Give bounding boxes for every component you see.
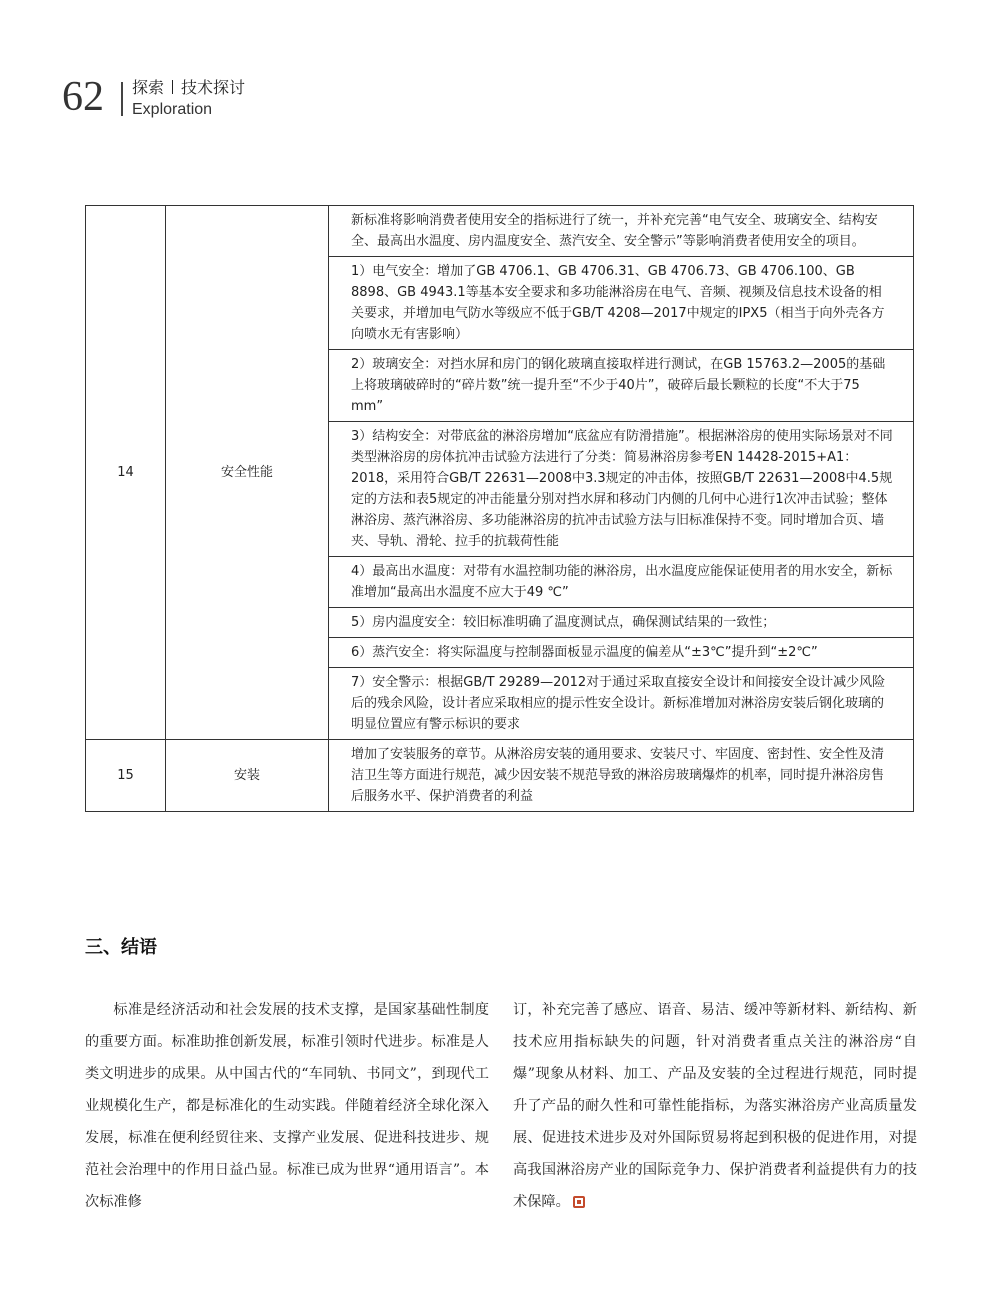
section-separator — [172, 80, 173, 94]
table-row — [86, 206, 914, 257]
row-item-cell: 安装 — [166, 740, 329, 812]
detail-cell: 增加了安装服务的章节。从淋浴房安装的通用要求、安装尺寸、牢固度、密封性、安全性及清洁卫生等方面进行规范，减少因安装不规范导致的淋浴房玻璃爆炸的机率，同时提升淋浴房售后服务水平、保护消费者的利益 — [329, 740, 914, 812]
page-number: 62 — [62, 74, 104, 120]
section-label-en: Exploration — [132, 101, 213, 118]
header-divider — [121, 82, 123, 116]
detail-cell: 6）蒸汽安全：将实际温度与控制器面板显示温度的偏差从“±3℃”提升到“±2℃” — [329, 638, 914, 668]
detail-cell: 7）安全警示：根据GB/T 29289—2012对于通过采取直接安全设计和间接安全设计减少风险后的残余风险，设计者应采取相应的提示性安全设计。新标准增加对淋浴房安装后钢化玻璃的明显位置应有警示标识的要求 — [329, 668, 914, 740]
section-heading: 三、结语 — [85, 937, 157, 958]
body-text-right-content: 订，补充完善了感应、语音、易洁、缓冲等新材料、新结构、新技术应用指标缺失的问题，针对消费者重点关注的淋浴房“自爆”现象从材料、加工、产品及安装的全过程进行规范，同时提升了产品的耐久性和可靠性能指标，为落实淋浴房产业高质量发展、促进技术进步及对外国际贸易将起到积极的促进作用，对提高我国淋浴房产业的国际竞争力、保护消费者利益提供有力的技术保障。 — [513, 1002, 917, 1210]
standards-comparison-table — [85, 205, 914, 812]
body-text-left-column: 标准是经济活动和社会发展的技术支撑，是国家基础性制度的重要方面。标准助推创新发展，标准引领时代进步。标准是人类文明进步的成果。从中国古代的“车同轨、书同文”，到现代工业规模化生产，都是标准化的生动实践。伴随着经济全球化深入发展，标准在便利经贸往来、支撑产业发展、促进科技进步、规范社会治理中的作用日益凸显。标准已成为世界“通用语言”。本次标准修 — [85, 1002, 489, 1210]
end-of-article-icon — [573, 1196, 585, 1208]
detail-cell: 3）结构安全：对带底盆的淋浴房增加“底盆应有防滑措施”。根据淋浴房的使用实际场景对不同类型淋浴房的房体抗冲击试验方法进行了分类：简易淋浴房参考EN 14428-2015+A1：2018，采用符合GB/T 22631—2008中3.3规定的冲击体，按照GB/T 22631—2008中4.5规定的方法和表5规定的冲击能量分别对挡水屏和移动门内侧的几何中心进行1次冲击试验；整体淋浴房、蒸汽淋浴房、多功能淋浴房的抗冲击试验方法与旧标准保持不变。同时增加合页、墙夹、导轨、滑轮、拉手的抗载荷性能 — [329, 422, 914, 557]
row-number-cell: 14 — [86, 206, 166, 740]
detail-cell: 2）玻璃安全：对挡水屏和房门的钢化玻璃直接取样进行测试，在GB 15763.2—2005的基础上将玻璃破碎时的“碎片数”统一提升至“不少于40片”，破碎后最长颗粒的长度“不大于75 mm” — [329, 350, 914, 422]
section-label-cn — [132, 78, 245, 98]
detail-cell: 5）房内温度安全：较旧标准明确了温度测试点，确保测试结果的一致性； — [329, 608, 914, 638]
detail-cell: 4）最高出水温度：对带有水温控制功能的淋浴房，出水温度应能保证使用者的用水安全，新标准增加“最高出水温度不应大于49 ℃” — [329, 557, 914, 608]
section-name: 探索 — [132, 78, 165, 97]
row-number-cell: 15 — [86, 740, 166, 812]
subsection-name: 技术探讨 — [181, 78, 246, 97]
row-item-cell: 安全性能 — [166, 206, 329, 740]
detail-cell: 1）电气安全：增加了GB 4706.1、GB 4706.31、GB 4706.73、GB 4706.100、GB 8898、GB 4943.1等基本安全要求和多功能淋浴房在电气、音频、视频及信息技术设备的相关要求，并增加电气防水等级应不低于GB/T 4208—2017中规定的IPX5（相当于向外壳各方向喷水无有害影响） — [329, 257, 914, 350]
table-row — [86, 740, 914, 812]
detail-cell: 新标准将影响消费者使用安全的指标进行了统一，并补充完善“电气安全、玻璃安全、结构安全、最高出水温度、房内温度安全、蒸汽安全、安全警示”等影响消费者使用安全的项目。 — [329, 206, 914, 257]
body-text-right-column — [513, 994, 917, 1218]
